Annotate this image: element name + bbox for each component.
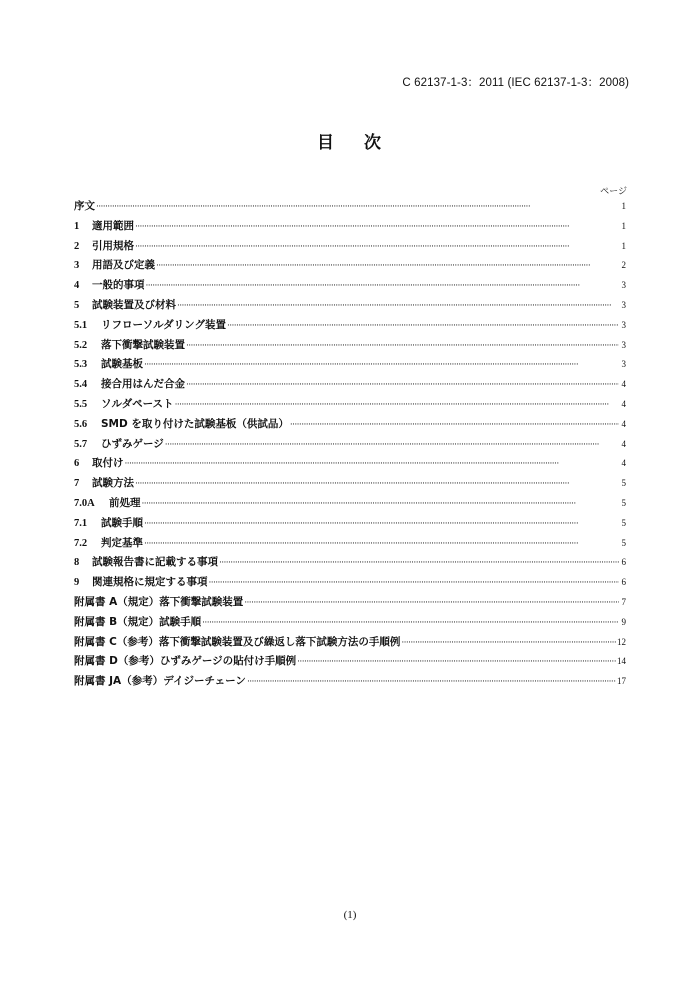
toc-entry-label: 落下衝撃試験装置 xyxy=(101,338,185,351)
toc-leader-dots xyxy=(227,321,619,331)
toc-section-number: 9 xyxy=(74,577,80,589)
toc-leader-dots xyxy=(144,539,619,549)
toc-entry-label: 引用規格 xyxy=(92,239,134,252)
toc-page-number: 5 xyxy=(621,497,626,508)
toc-entry[interactable] xyxy=(74,416,626,436)
toc-entry-label: 試験装置及び材料 xyxy=(92,298,176,311)
toc-page-number: 3 xyxy=(621,299,626,310)
toc-entry-label: 判定基準 xyxy=(101,536,143,549)
toc-entry[interactable] xyxy=(74,277,626,297)
toc-section-number: 5 xyxy=(74,299,80,311)
toc-leader-dots xyxy=(219,558,619,568)
toc-entry[interactable] xyxy=(74,218,626,238)
toc-section-number: 5.5 xyxy=(74,398,88,410)
toc-entry[interactable] xyxy=(74,554,626,574)
page-title: 目 次 xyxy=(317,133,393,153)
toc-entry[interactable] xyxy=(74,535,626,555)
toc-entry[interactable] xyxy=(74,238,626,258)
toc-section-number: 4 xyxy=(74,280,80,292)
toc-leader-dots xyxy=(290,420,619,430)
toc-leader-dots xyxy=(165,440,619,450)
toc-leader-dots xyxy=(247,677,616,687)
toc-entry[interactable] xyxy=(74,337,626,357)
toc-leader-dots xyxy=(401,638,616,648)
toc-page-number: 4 xyxy=(621,418,626,429)
toc-entry[interactable] xyxy=(74,475,626,495)
toc-entry-label: 附属書 JA（参考）デイジーチェーン xyxy=(74,675,246,688)
toc-page-number: 1 xyxy=(621,220,626,231)
toc-leader-dots xyxy=(125,459,620,469)
toc-page-number: 4 xyxy=(621,379,626,390)
toc-leader-dots xyxy=(144,519,619,529)
toc-leader-dots xyxy=(175,400,619,410)
toc-section-number: 2 xyxy=(74,240,80,252)
toc-entry-label: 附属書 C（参考）落下衝撃試験装置及び繰返し落下試験方法の手順例 xyxy=(74,635,401,648)
toc-section-number: 5.1 xyxy=(74,319,88,331)
toc-page-number: 7 xyxy=(621,596,626,607)
toc-page-number: 5 xyxy=(621,478,626,489)
toc-entry[interactable] xyxy=(74,396,626,416)
toc-entry[interactable] xyxy=(74,614,626,634)
toc-section-number: 7.2 xyxy=(74,537,88,549)
toc-leader-dots xyxy=(135,242,619,252)
toc-entry-label: 附属書 D（参考）ひずみゲージの貼付け手順例 xyxy=(74,655,297,668)
toc-entry-label: 試験基板 xyxy=(101,358,143,371)
toc-page-number: 1 xyxy=(621,240,626,251)
toc-entry-label: ソルダペースト xyxy=(101,397,174,410)
toc-leader-dots xyxy=(186,380,619,390)
toc-entry-label: 序文 xyxy=(74,200,95,212)
toc-section-number: 8 xyxy=(74,557,80,569)
toc-leader-dots xyxy=(135,222,619,232)
toc-leader-dots xyxy=(202,618,619,628)
toc-entry-label: 前処理 xyxy=(109,496,141,509)
toc-entry[interactable] xyxy=(74,455,626,475)
toc-page-number: 12 xyxy=(617,636,626,647)
toc-section-number: 5.4 xyxy=(74,379,88,391)
toc-page-number: 14 xyxy=(617,656,626,667)
toc-entry-label: 附属書 A（規定）落下衝撃試験装置 xyxy=(74,595,244,608)
toc-section-number: 7 xyxy=(74,478,80,490)
toc-entry[interactable] xyxy=(74,515,626,535)
toc-page-number: 3 xyxy=(621,319,626,330)
toc-page-number: 17 xyxy=(617,676,626,687)
toc-entry[interactable] xyxy=(74,198,626,218)
toc-entry-label: 関連規格に規定する事項 xyxy=(92,576,208,589)
toc-page-number: 3 xyxy=(621,280,626,291)
toc-page-number: 2 xyxy=(621,260,626,271)
toc-page-number: 4 xyxy=(621,398,626,409)
toc-entry[interactable] xyxy=(74,436,626,456)
toc-entry-label: 試験手順 xyxy=(101,516,143,529)
toc-entry[interactable] xyxy=(74,634,626,654)
toc-entry-label: 適用範囲 xyxy=(92,219,134,232)
toc-entry[interactable] xyxy=(74,574,626,594)
toc-entry[interactable] xyxy=(74,376,626,396)
toc-entry[interactable] xyxy=(74,673,626,693)
toc-entry-label: 取付け xyxy=(92,457,124,470)
toc-section-number: 7.0A xyxy=(74,497,95,509)
toc-leader-dots xyxy=(186,341,619,351)
toc-entry[interactable] xyxy=(74,257,626,277)
toc-page-number: 3 xyxy=(621,359,626,370)
toc-leader-dots xyxy=(146,281,620,291)
toc-section-number: 5.6 xyxy=(74,418,88,430)
toc-page-number: 6 xyxy=(621,577,626,588)
toc-entry-label: 試験報告書に記載する事項 xyxy=(92,556,218,569)
toc-section-number: 5.7 xyxy=(74,438,88,450)
toc-entry[interactable] xyxy=(74,317,626,337)
toc-page-number: 5 xyxy=(621,537,626,548)
toc-entry[interactable] xyxy=(74,495,626,515)
toc-entry[interactable] xyxy=(74,356,626,376)
standard-reference: C 62137-1-3：2011 (IEC 62137-1-3：2008) xyxy=(402,77,629,89)
toc-entry[interactable] xyxy=(74,653,626,673)
toc-page-number: 4 xyxy=(621,438,626,449)
page-column-label: ページ xyxy=(600,187,627,197)
toc-leader-dots xyxy=(96,202,619,212)
toc-entry-label: 試験方法 xyxy=(92,477,134,490)
toc-leader-dots xyxy=(144,360,619,370)
toc-page-number: 6 xyxy=(621,557,626,568)
toc-section-number: 5.3 xyxy=(74,359,88,371)
toc-page-number: 3 xyxy=(621,339,626,350)
toc-page-number: 5 xyxy=(621,517,626,528)
toc-entry-label: リフローソルダリング装置 xyxy=(101,318,226,331)
toc-entry-label: 用語及び定義 xyxy=(92,259,155,272)
toc-entry-label: ひずみゲージ xyxy=(101,437,164,450)
toc-section-number: 6 xyxy=(74,458,80,470)
toc-leader-dots xyxy=(156,261,619,271)
toc-leader-dots xyxy=(297,657,616,667)
toc-leader-dots xyxy=(244,598,619,608)
table-of-contents xyxy=(74,198,626,693)
toc-section-number: 5.2 xyxy=(74,339,88,351)
toc-entry-label: 接合用はんだ合金 xyxy=(101,378,185,391)
toc-entry-label: SMD を取り付けた試験基板（供試品） xyxy=(101,417,289,430)
toc-leader-dots xyxy=(209,578,620,588)
toc-leader-dots xyxy=(142,499,620,509)
toc-entry-label: 附属書 B（規定）試験手順 xyxy=(74,615,202,628)
toc-section-number: 1 xyxy=(74,220,80,232)
toc-leader-dots xyxy=(135,479,619,489)
toc-page-number: 4 xyxy=(621,458,626,469)
toc-entry-label: 一般的事項 xyxy=(92,279,145,292)
footer-page-number: (1) xyxy=(343,909,357,921)
toc-page-number: 1 xyxy=(621,201,626,211)
toc-entry[interactable] xyxy=(74,297,626,317)
toc-section-number: 3 xyxy=(74,260,80,272)
toc-section-number: 7.1 xyxy=(74,517,88,529)
toc-entry[interactable] xyxy=(74,594,626,614)
toc-leader-dots xyxy=(177,301,619,311)
toc-page-number: 9 xyxy=(621,616,626,627)
